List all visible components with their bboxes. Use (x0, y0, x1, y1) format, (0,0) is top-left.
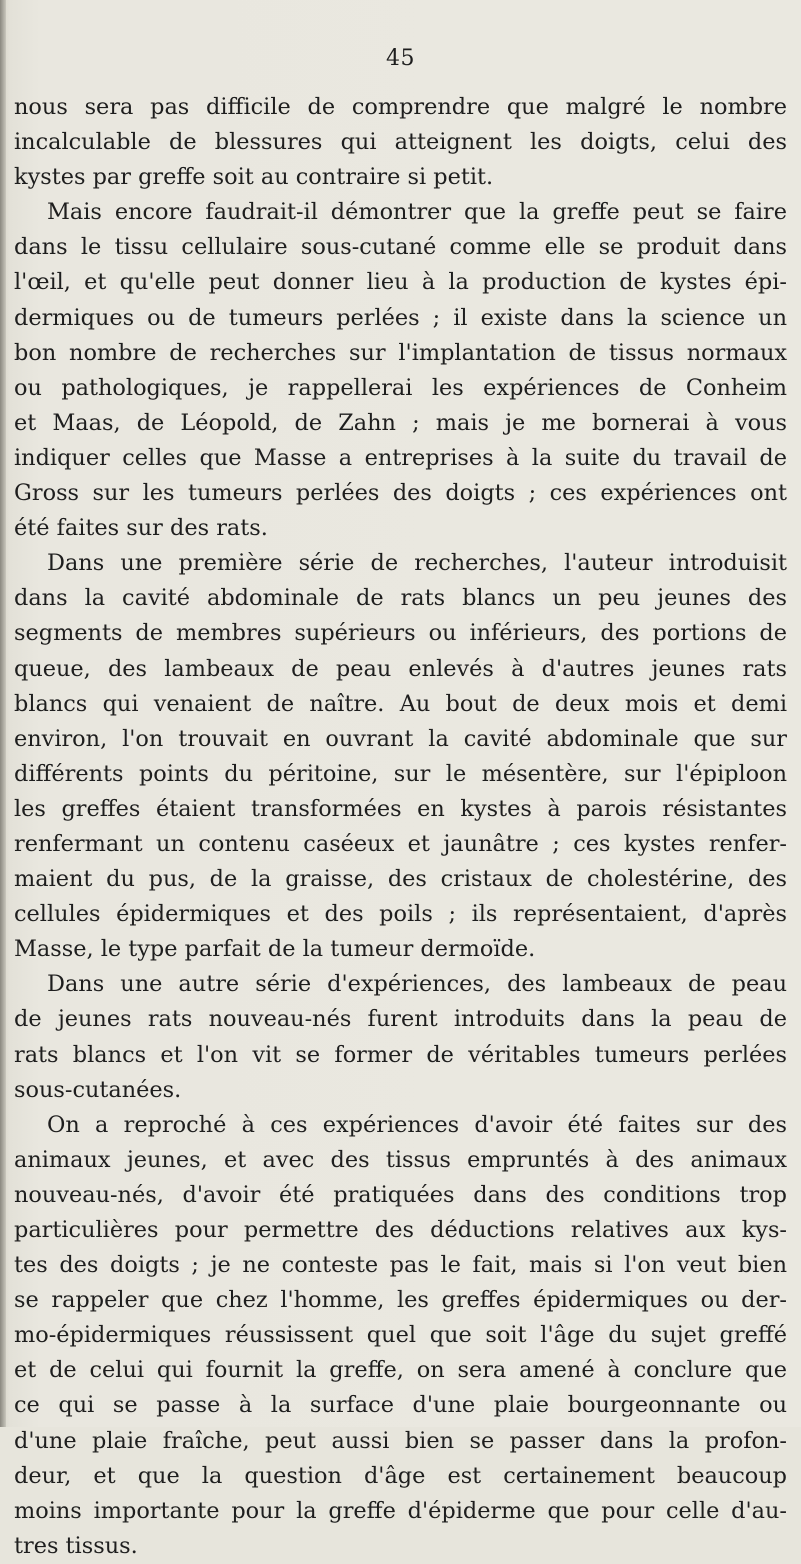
text-line: nouveau-nés, d'avoir été pratiquées dans des conditions trop (14, 1181, 787, 1208)
text-line: tres tissus. (14, 1532, 138, 1559)
text-line: se rappeler que chez l'homme, les greffes épidermiques ou der- (14, 1287, 787, 1314)
text-line: indiquer celles que Masse a entreprises à la suite du travail de (14, 444, 787, 471)
text-line: d'une plaie fraîche, peut aussi bien se passer dans la profon- (14, 1427, 787, 1454)
text-line: dermiques ou de tumeurs perlées ; il existe dans la science un (14, 304, 787, 331)
text-line: incalculable de blessures qui atteignent les doigts, celui des (14, 129, 787, 156)
text-line: tes des doigts ; je ne conteste pas le fait, mais si l'on veut bien (14, 1252, 787, 1279)
text-line: Dans une première série de recherches, l'auteur introduisit (47, 550, 787, 577)
text-line: différents points du péritoine, sur le mésentère, sur l'épiploon (14, 760, 787, 787)
body-text (14, 90, 787, 1564)
text-line: Mais encore faudrait-il démontrer que la greffe peut se faire (47, 199, 787, 226)
text-line: queue, des lambeaux de peau enlevés à d'autres jeunes rats (14, 655, 787, 682)
text-line: Masse, le type parfait de la tumeur dermoïde. (14, 936, 536, 963)
text-line: dans le tissu cellulaire sous-cutané comme elle se produit dans (14, 234, 787, 261)
text-line: ou pathologiques, je rappellerai les expériences de Conheim (14, 374, 787, 401)
text-line: mo-épidermiques réussissent quel que soit l'âge du sujet greffé (14, 1322, 787, 1349)
text-line: blancs qui venaient de naître. Au bout de deux mois et demi (14, 690, 787, 717)
text-line: Dans une autre série d'expériences, des lambeaux de peau (47, 971, 787, 998)
text-line: nous sera pas difficile de comprendre que malgré le nombre (14, 94, 787, 120)
text-line: sous-cutanées. (14, 1076, 182, 1103)
text-line: segments de membres supérieurs ou inférieurs, des portions de (14, 620, 787, 647)
text-line: et de celui qui fournit la greffe, on sera amené à conclure que (14, 1357, 787, 1384)
text-line: deur, et que la question d'âge est certainement beaucoup (14, 1462, 787, 1489)
page-number: 45 (386, 46, 415, 71)
text-line: bon nombre de recherches sur l'implantation de tissus normaux (14, 339, 787, 366)
text-line: cellules épidermiques et des poils ; ils représentaient, d'après (14, 901, 787, 928)
text-line: On a reproché à ces expériences d'avoir été faites sur des (47, 1111, 787, 1138)
book-spine-shadow (0, 0, 6, 1427)
text-line: dans la cavité abdominale de rats blancs un peu jeunes des (14, 585, 787, 612)
text-line: de jeunes rats nouveau-nés furent introduits dans la peau de (14, 1006, 787, 1033)
text-line: environ, l'on trouvait en ouvrant la cavité abdominale que sur (14, 725, 787, 752)
text-line: rats blancs et l'on vit se former de véritables tumeurs perlées (14, 1041, 787, 1068)
text-line: moins importante pour la greffe d'épiderme que pour celle d'au- (14, 1497, 787, 1524)
text-line: renfermant un contenu caséeux et jaunâtre ; ces kystes renfer- (14, 830, 787, 857)
text-line: maient du pus, de la graisse, des cristaux de cholestérine, des (14, 866, 787, 893)
text-line: été faites sur des rats. (14, 515, 268, 542)
text-line: les greffes étaient transformées en kystes à parois résistantes (14, 795, 787, 822)
text-line: et Maas, de Léopold, de Zahn ; mais je me bornerai à vous (14, 409, 787, 436)
text-line: kystes par greffe soit au contraire si petit. (14, 164, 494, 191)
text-line: animaux jeunes, et avec des tissus empruntés à des animaux (14, 1146, 787, 1173)
text-line: ce qui se passe à la surface d'une plaie bourgeonnante ou (14, 1392, 787, 1419)
text-line: Gross sur les tumeurs perlées des doigts ; ces expériences ont (14, 480, 787, 507)
text-line: particulières pour permettre des déductions relatives aux kys- (14, 1217, 787, 1243)
text-line: l'œil, et qu'elle peut donner lieu à la production de kystes épi- (14, 269, 787, 296)
